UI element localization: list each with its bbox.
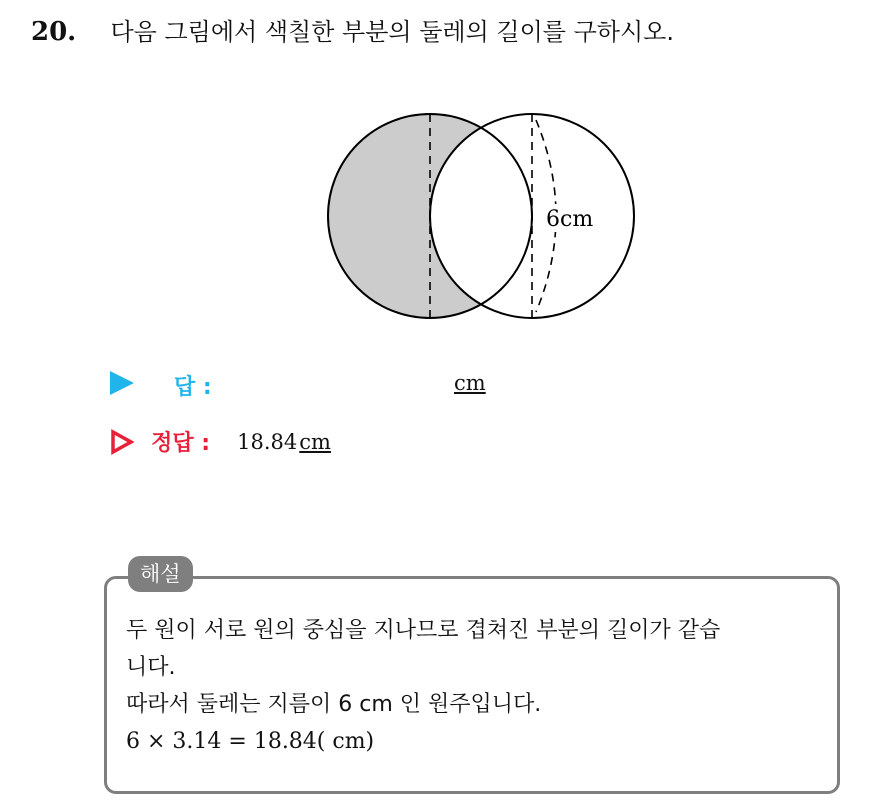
outline-play-icon <box>110 429 134 455</box>
answer-row <box>110 366 530 400</box>
question-number: 20. <box>31 17 77 47</box>
correct-unit: cm <box>299 429 331 454</box>
correct-answer-row <box>110 426 331 457</box>
explanation-line: 따라서 둘레는 지름이 6 cm 인 원주입니다. <box>126 692 542 717</box>
explanation-body <box>126 612 826 760</box>
question-header <box>31 12 674 47</box>
explanation-line: 두 원이 서로 원의 중심을 지나므로 겹쳐진 부분의 길이가 같습 <box>126 618 721 643</box>
correct-label: 정답 : <box>151 431 211 456</box>
explanation-tag: 해설 <box>128 556 193 592</box>
circles-figure <box>318 108 638 324</box>
answer-unit: cm <box>454 371 486 395</box>
play-icon <box>110 371 134 395</box>
correct-value: 18.84 <box>237 429 298 454</box>
explanation-line: 니다. <box>126 655 176 680</box>
length-label: 6cm <box>546 207 594 232</box>
answer-label: 답 : <box>174 375 212 400</box>
question-text: 다음 그림에서 색칠한 부분의 둘레의 길이를 구하시오. <box>110 18 674 46</box>
explanation-formula: 6 × 3.14 = 18.84( cm) <box>126 729 375 754</box>
